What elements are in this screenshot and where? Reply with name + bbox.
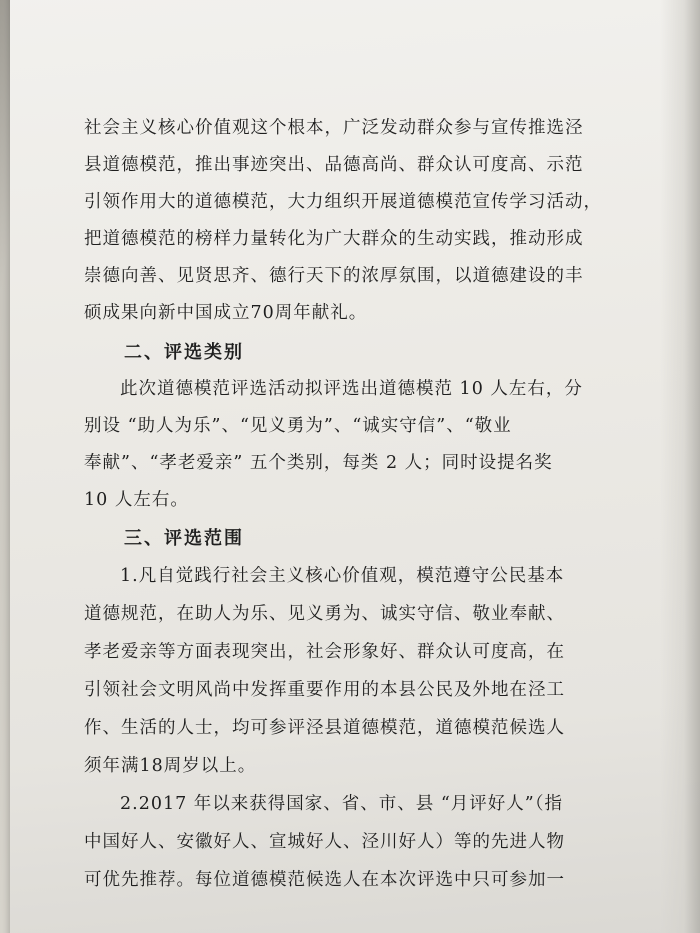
intro-line: 引领作用大的道德模范，大力组织开展道德模范宣传学习活动， (84, 192, 602, 212)
paragraph-line: 作、生活的人士，均可参评泾县道德模范，道德模范候选人 (84, 718, 565, 738)
paragraph-line: 可优先推荐。每位道德模范候选人在本次评选中只可参加一 (84, 870, 565, 890)
paragraph-line: 道德规范，在助人为乐、见义勇为、诚实守信、敬业奉献、 (84, 604, 565, 624)
intro-line: 社会主义核心价值观这个根本，广泛发动群众参与宣传推选泾 (84, 118, 584, 138)
paragraph-line: 此次道德模范评选活动拟评选出道德模范 10 人左右，分 (120, 379, 583, 399)
paragraph-line: 引领社会文明风尚中发挥重要作用的本县公民及外地在泾工 (84, 680, 565, 700)
paragraph-line: 孝老爱亲等方面表现突出，社会形象好、群众认可度高，在 (84, 642, 565, 662)
paragraph-line: 须年满18周岁以上。 (84, 756, 257, 776)
intro-line: 硕成果向新中国成立70周年献礼。 (84, 303, 368, 323)
intro-line: 崇德向善、见贤思齐、德行天下的浓厚氛围，以道德建设的丰 (84, 266, 584, 286)
paragraph-line: 2.2017 年以来获得国家、省、市、县 “月评好人”（指 (120, 794, 564, 814)
paragraph-line: 10 人左右。 (84, 490, 189, 510)
section-heading-scope: 三、评选范围 (124, 528, 244, 549)
paragraph-line: 别设 “助人为乐”、“见义勇为”、“诚实守信”、“敬业 (84, 416, 512, 436)
intro-line: 县道德模范，推出事迹突出、品德高尚、群众认可度高、示范 (84, 155, 584, 175)
paragraph-line: 1.凡自觉践行社会主义核心价值观，模范遵守公民基本 (120, 566, 565, 586)
intro-line: 把道德模范的榜样力量转化为广大群众的生动实践，推动形成 (84, 229, 584, 249)
paragraph-line: 中国好人、安徽好人、宣城好人、泾川好人）等的先进人物 (84, 832, 565, 852)
section-heading-categories: 二、评选类别 (124, 342, 244, 363)
page-edge-shadow (660, 0, 700, 933)
paragraph-line: 奉献”、“孝老爱亲” 五个类别，每类 2 人；同时设提名奖 (84, 453, 553, 473)
